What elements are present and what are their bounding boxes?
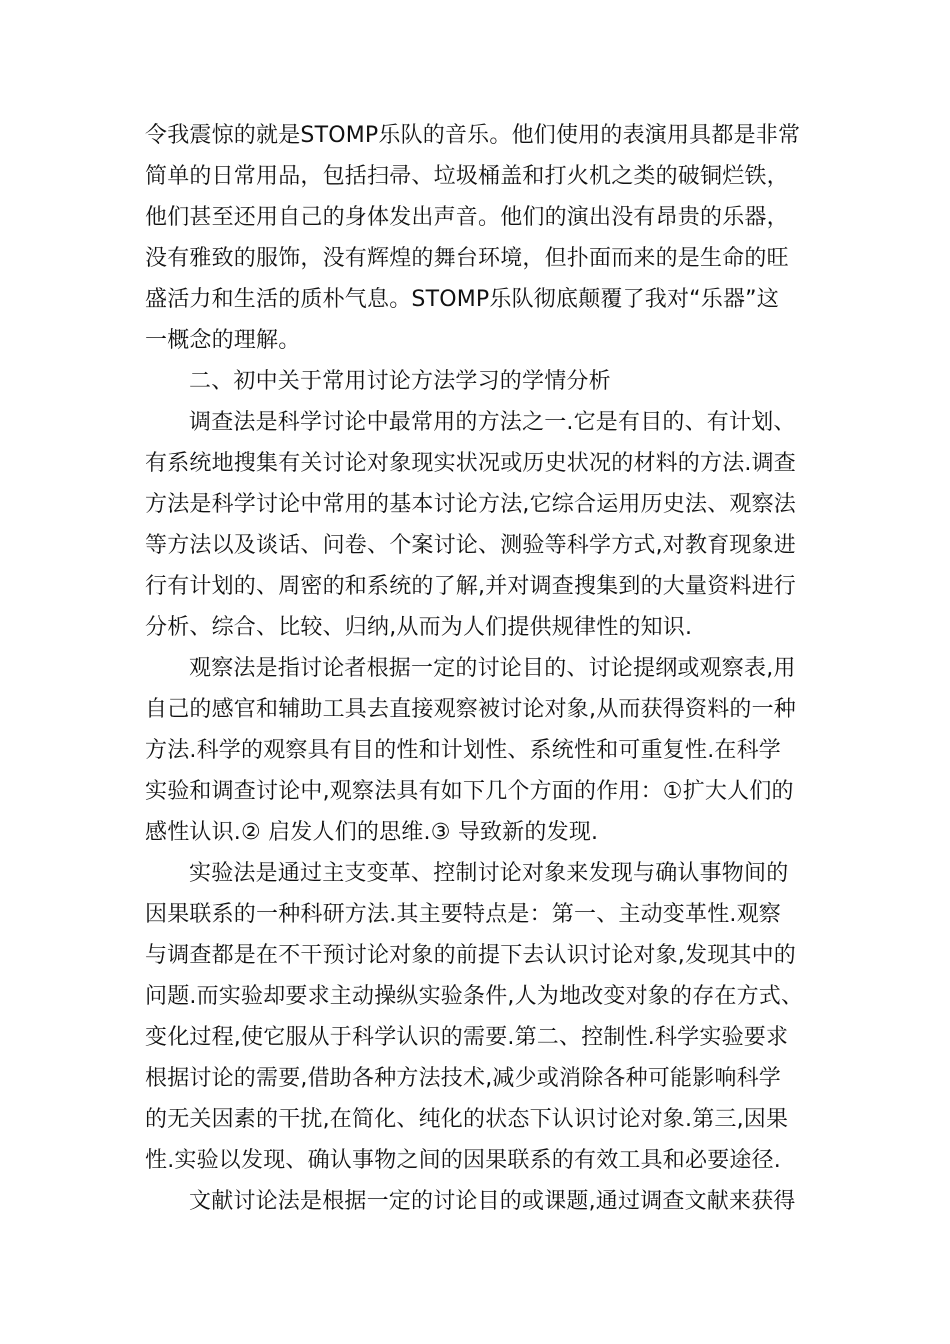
text-line: 分析、综合、比较、归纳,从而为人们提供规律性的知识. bbox=[145, 615, 693, 640]
text-line: 有系统地搜集有关讨论对象现实状况或历史状况的材料的方法.调查 bbox=[145, 451, 796, 476]
paragraph-survey-method bbox=[145, 402, 810, 648]
text-line: 观察法是指讨论者根据一定的讨论目的、讨论提纲或观察表,用 bbox=[189, 656, 796, 681]
text-line: 变化过程,使它服从于科学认识的需要.第二、控制性.科学实验要求 bbox=[145, 1025, 789, 1050]
text-line: 与调查都是在不干预讨论对象的前提下去认识讨论对象,发现其中的 bbox=[145, 943, 796, 968]
text-line: 简单的日常用品，包括扫帚、垃圾桶盖和打火机之类的破铜烂铁， bbox=[145, 164, 789, 189]
document-page bbox=[145, 115, 810, 1222]
text-line: 感性认识.② 启发人们的思维.③ 导致新的发现. bbox=[145, 820, 599, 845]
text-line: 自己的感官和辅助工具去直接观察被讨论对象,从而获得资料的一种 bbox=[145, 697, 796, 722]
text-line: 文献讨论法是根据一定的讨论目的或课题,通过调查文献来获得 bbox=[189, 1189, 796, 1214]
text-line: 实验法是通过主支变革、控制讨论对象来发现与确认事物间的 bbox=[189, 861, 789, 886]
text-line: 他们甚至还用自己的身体发出声音。他们的演出没有昂贵的乐器， bbox=[145, 205, 789, 230]
text-line: 方法.科学的观察具有目的性和计划性、系统性和可重复性.在科学 bbox=[145, 738, 781, 763]
text-line: 盛活力和生活的质朴气息。STOMP乐队彻底颠覆了我对“乐器”这 bbox=[145, 287, 779, 312]
text-line: 的无关因素的干扰,在简化、纯化的状态下认识讨论对象.第三,因果 bbox=[145, 1107, 789, 1132]
text-line: 行有计划的、周密的和系统的了解,并对调查搜集到的大量资料进行 bbox=[145, 574, 796, 599]
text-line: 实验和调查讨论中,观察法具有如下几个方面的作用：①扩大人们的 bbox=[145, 779, 794, 804]
text-line: 方法是科学讨论中常用的基本讨论方法,它综合运用历史法、观察法 bbox=[145, 492, 796, 517]
text-line: 一概念的理解。 bbox=[145, 328, 301, 353]
section-heading bbox=[145, 361, 810, 402]
section-heading-text: 二、初中关于常用讨论方法学习的学情分析 bbox=[189, 369, 611, 394]
text-line: 令我震惊的就是STOMP乐队的音乐。他们使用的表演用具都是非常 bbox=[145, 123, 801, 148]
text-line: 调查法是科学讨论中最常用的方法之一.它是有目的、有计划、 bbox=[189, 410, 796, 435]
text-line: 没有雅致的服饰，没有辉煌的舞台环境，但扑面而来的是生命的旺 bbox=[145, 246, 789, 271]
text-line: 问题.而实验却要求主动操纵实验条件,人为地改变对象的存在方式、 bbox=[145, 984, 804, 1009]
text-line: 等方法以及谈话、问卷、个案讨论、测验等科学方式,对教育现象进 bbox=[145, 533, 796, 558]
paragraph-experiment-method bbox=[145, 853, 810, 1181]
text-line: 根据讨论的需要,借助各种方法技术,减少或消除各种可能影响科学 bbox=[145, 1066, 781, 1091]
paragraph-literature-method bbox=[145, 1181, 810, 1222]
text-line: 性.实验以发现、确认事物之间的因果联系的有效工具和必要途径. bbox=[145, 1148, 781, 1173]
text-line: 因果联系的一种科研方法.其主要特点是：第一、主动变革性.观察 bbox=[145, 902, 781, 927]
paragraph-observation-method bbox=[145, 648, 810, 853]
paragraph-intro bbox=[145, 115, 810, 361]
